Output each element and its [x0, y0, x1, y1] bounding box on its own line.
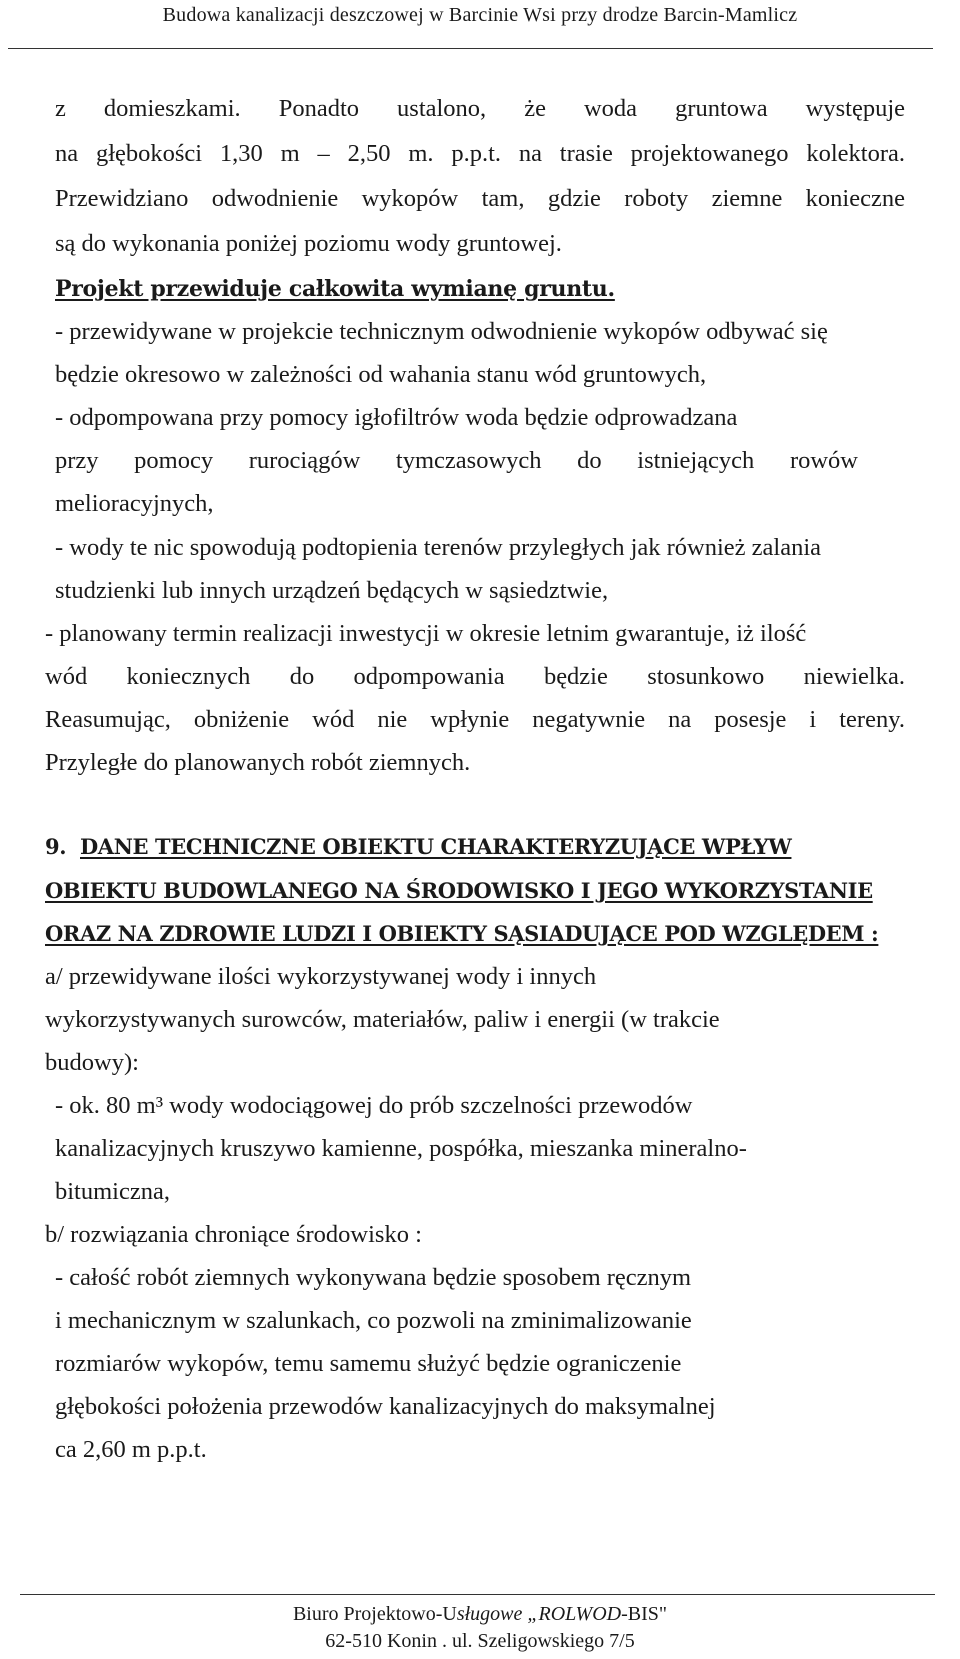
- list-item: głębokości położenia przewodów kanalizacyjnych do maksymalnej: [55, 1393, 716, 1420]
- body-line: są do wykonania poniżej poziomu wody gruntowej.: [55, 230, 562, 257]
- list-item: przy pomocy rurociągów tymczasowych do istniejących rowów: [55, 447, 858, 474]
- list-item: - planowany termin realizacji inwestycji w okresie letnim gwarantuje, iż ilość: [45, 620, 807, 647]
- footer-company-suffix: -BIS": [621, 1603, 668, 1625]
- section-heading: DANE TECHNICZNE OBIEKTU CHARAKTERYZUJĄCE WPŁYW: [80, 834, 792, 859]
- list-item: - odpompowana przy pomocy igłofiltrów woda będzie odprowadzana: [55, 404, 738, 431]
- list-item: Reasumując, obniżenie wód nie wpłynie negatywnie na posesje i tereny.: [45, 706, 905, 733]
- list-item: - wody te nic spowodują podtopienia terenów przyległych jak również zalania: [55, 534, 822, 561]
- footer-company-italic: sługowe „ROLWOD: [456, 1603, 622, 1625]
- list-item: kanalizacyjnych kruszywo kamienne, pospółka, mieszanka mineralno-: [55, 1135, 747, 1162]
- header-divider: [8, 48, 933, 49]
- list-item: - przewidywane w projekcie technicznym odwodnienie wykopów odbywać się: [55, 318, 828, 345]
- list-item: melioracyjnych,: [55, 490, 214, 517]
- footer-company: [0, 1603, 960, 1626]
- footer-address: 62-510 Konin . ul. Szeligowskiego 7/5: [325, 1630, 635, 1652]
- list-item: Przyległe do planowanych robót ziemnych.: [45, 749, 471, 776]
- footer-company-prefix: Biuro Projektowo-U: [292, 1603, 457, 1625]
- section-heading: OBIEKTU BUDOWLANEGO NA ŚRODOWISKO I JEGO WYKORZYSTANIE: [45, 878, 873, 903]
- section-number: 9.: [45, 834, 67, 859]
- body-line: z domieszkami. Ponadto ustalono, że woda gruntowa występuje: [55, 95, 905, 122]
- list-item: bitumiczna,: [55, 1178, 170, 1205]
- section-heading: ORAZ NA ZDROWIE LUDZI I OBIEKTY SĄSIADUJĄCE POD WZGLĘDEM :: [45, 921, 879, 946]
- bold-note: Projekt przewiduje całkowita wymianę gruntu.: [55, 276, 615, 302]
- subsection-a: a/ przewidywane ilości wykorzystywanej wody i innych: [45, 963, 597, 990]
- list-item: wód koniecznych do odpompowania będzie stosunkowo niewielka.: [45, 663, 905, 690]
- footer-divider: [20, 1594, 935, 1595]
- subsection-a: budowy):: [45, 1049, 139, 1076]
- list-item: będzie okresowo w zależności od wahania stanu wód gruntowych,: [55, 361, 707, 388]
- subsection-a: wykorzystywanych surowców, materiałów, paliw i energii (w trakcie: [45, 1006, 720, 1033]
- list-item: studzienki lub innych urządzeń będących w sąsiedztwie,: [55, 577, 609, 604]
- subsection-b: b/ rozwiązania chroniące środowisko :: [45, 1221, 422, 1248]
- page-header-title: Budowa kanalizacji deszczowej w Barcinie Wsi przy drodze Barcin-Mamlicz: [162, 4, 798, 26]
- list-item: - całość robót ziemnych wykonywana będzie sposobem ręcznym: [55, 1264, 692, 1291]
- list-item: i mechanicznym w szalunkach, co pozwoli na zminimalizowanie: [55, 1307, 692, 1334]
- list-item: ca 2,60 m p.p.t.: [55, 1436, 207, 1463]
- list-item: rozmiarów wykopów, temu samemu służyć będzie ograniczenie: [55, 1350, 682, 1377]
- list-item: - ok. 80 m³ wody wodociągowej do prób szczelności przewodów: [55, 1092, 693, 1119]
- body-line: Przewidziano odwodnienie wykopów tam, gdzie roboty ziemne konieczne: [55, 185, 905, 212]
- body-line: na głębokości 1,30 m – 2,50 m. p.p.t. na trasie projektowanego kolektora.: [55, 140, 905, 167]
